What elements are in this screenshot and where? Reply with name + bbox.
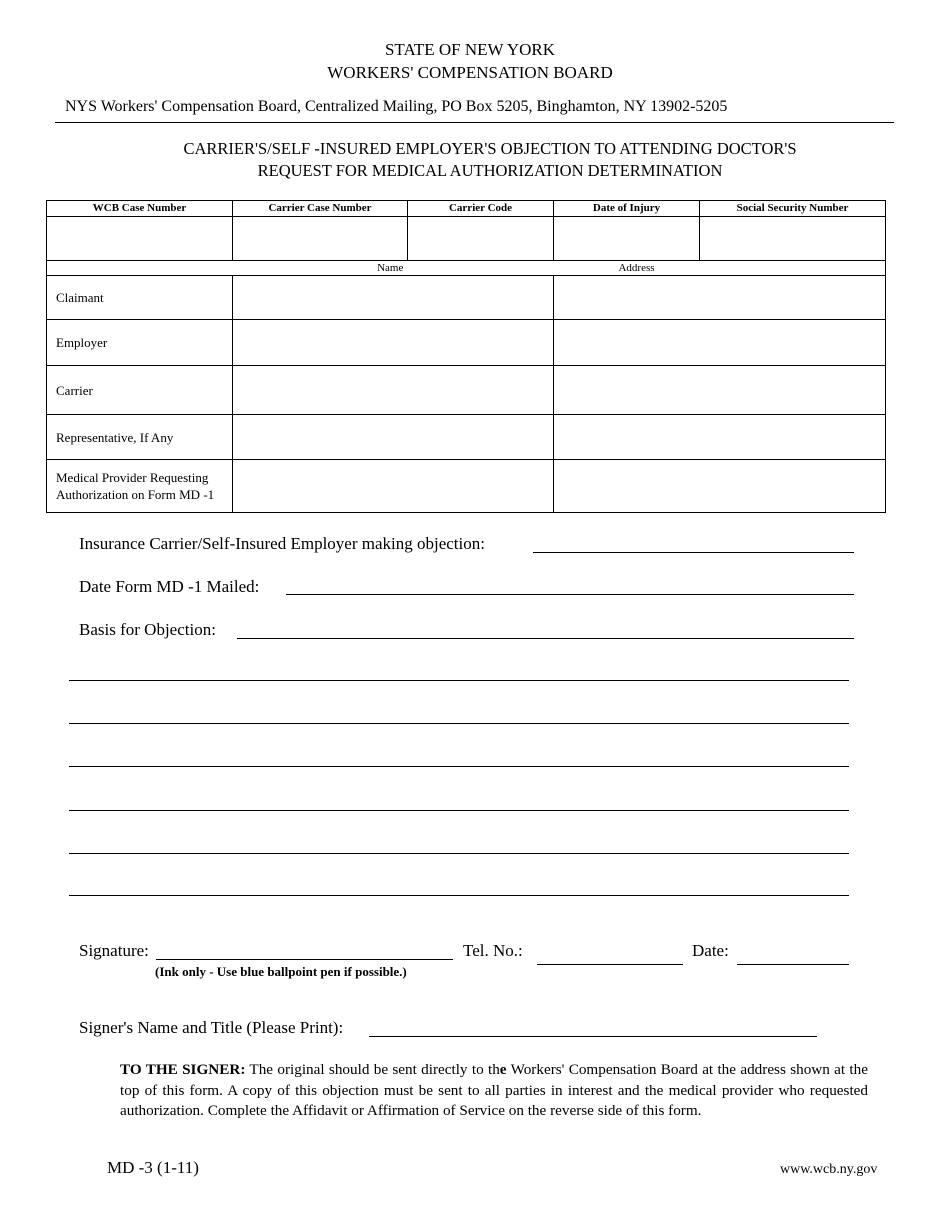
column-header-date-of-injury: Date of Injury <box>554 201 700 217</box>
date-of-injury-field[interactable] <box>554 217 700 261</box>
carrier-code-field[interactable] <box>408 217 554 261</box>
header-divider <box>55 122 894 123</box>
form-title <box>0 138 950 182</box>
instructions-bold-e: e <box>499 1061 507 1078</box>
representative-address-field[interactable] <box>554 415 886 460</box>
basis-continuation-line[interactable] <box>69 895 849 896</box>
date-mailed-line[interactable] <box>286 594 854 595</box>
claimant-name-field[interactable] <box>233 276 554 320</box>
column-header-wcb-case-number: WCB Case Number <box>47 201 233 217</box>
carrier-objection-line[interactable] <box>533 552 854 553</box>
carrier-objection-label: Insurance Carrier/Self-Insured Employer making objection: <box>79 534 485 553</box>
basis-continuation-line[interactable] <box>69 766 849 767</box>
row-label-carrier: Carrier <box>47 366 233 415</box>
tel-label: Tel. No.: <box>463 941 523 960</box>
medical-provider-name-field[interactable] <box>233 460 554 513</box>
carrier-case-number-field[interactable] <box>233 217 408 261</box>
case-info-table <box>46 200 886 513</box>
basis-label: Basis for Objection: <box>79 620 216 639</box>
mailing-address: NYS Workers' Compensation Board, Centralized Mailing, PO Box 5205, Binghamton, NY 13902-5205 <box>65 98 728 115</box>
column-header-ssn: Social Security Number <box>700 201 886 217</box>
form-number: MD -3 (1-11) <box>107 1158 199 1177</box>
address-column-header <box>554 261 886 276</box>
basis-line[interactable] <box>237 638 854 639</box>
employer-address-field[interactable] <box>554 320 886 366</box>
representative-name-field[interactable] <box>233 415 554 460</box>
board-name: WORKERS' COMPENSATION BOARD <box>327 63 613 82</box>
column-header-carrier-case-number: Carrier Case Number <box>233 201 408 217</box>
form-title-line1: CARRIER'S/SELF -INSURED EMPLOYER'S OBJECTION TO ATTENDING DOCTOR'S <box>183 139 797 158</box>
name-column-header: Name <box>47 261 554 276</box>
wcb-case-number-field[interactable] <box>47 217 233 261</box>
website-link[interactable]: www.wcb.ny.gov <box>780 1162 878 1177</box>
tel-line[interactable] <box>537 964 683 965</box>
signer-name-label: Signer's Name and Title (Please Print): <box>79 1018 344 1037</box>
basis-continuation-line[interactable] <box>69 680 849 681</box>
date-label: Date: <box>692 941 729 960</box>
carrier-address-field[interactable] <box>554 366 886 415</box>
date-mailed-label: Date Form MD -1 Mailed: <box>79 577 260 596</box>
date-line[interactable] <box>737 964 849 965</box>
row-label-claimant: Claimant <box>47 276 233 320</box>
row-label-representative: Representative, If Any <box>47 415 233 460</box>
signature-label: Signature: <box>79 941 149 960</box>
carrier-name-field[interactable] <box>233 366 554 415</box>
signature-line[interactable] <box>156 959 453 960</box>
claimant-address-field[interactable] <box>554 276 886 320</box>
basis-continuation-line[interactable] <box>69 723 849 724</box>
basis-continuation-line[interactable] <box>69 810 849 811</box>
column-header-carrier-code: Carrier Code <box>408 201 554 217</box>
employer-name-field[interactable] <box>233 320 554 366</box>
medical-provider-address-field[interactable] <box>554 460 886 513</box>
address-column-header-label: Address <box>618 262 655 274</box>
agency-header <box>0 38 940 84</box>
state-name: STATE OF NEW YORK <box>384 40 556 59</box>
instructions-lead: TO THE SIGNER: <box>120 1061 246 1078</box>
form-title-line2: REQUEST FOR MEDICAL AUTHORIZATION DETERMINATION <box>257 161 723 180</box>
row-label-medical-provider: Medical Provider Requesting Authorization on Form MD -1 <box>47 460 233 513</box>
ssn-field[interactable] <box>700 217 886 261</box>
basis-continuation-line[interactable] <box>69 853 849 854</box>
signer-name-line[interactable] <box>369 1036 817 1037</box>
row-label-employer: Employer <box>47 320 233 366</box>
signature-ink-note: (Ink only - Use blue ballpoint pen if possible.) <box>155 964 407 979</box>
instructions-text-part1: The original should be sent directly to th <box>245 1061 500 1078</box>
signer-instructions <box>120 1060 868 1122</box>
instructions-text-part2: Workers' Compensation Board at the address shown at the top of this form. A copy of this objection must be sent to all parties in interest and the medical provider who requested authorization. Complete the Affidavit or Affirmation of Service on the reverse side of this form. <box>120 1061 868 1119</box>
